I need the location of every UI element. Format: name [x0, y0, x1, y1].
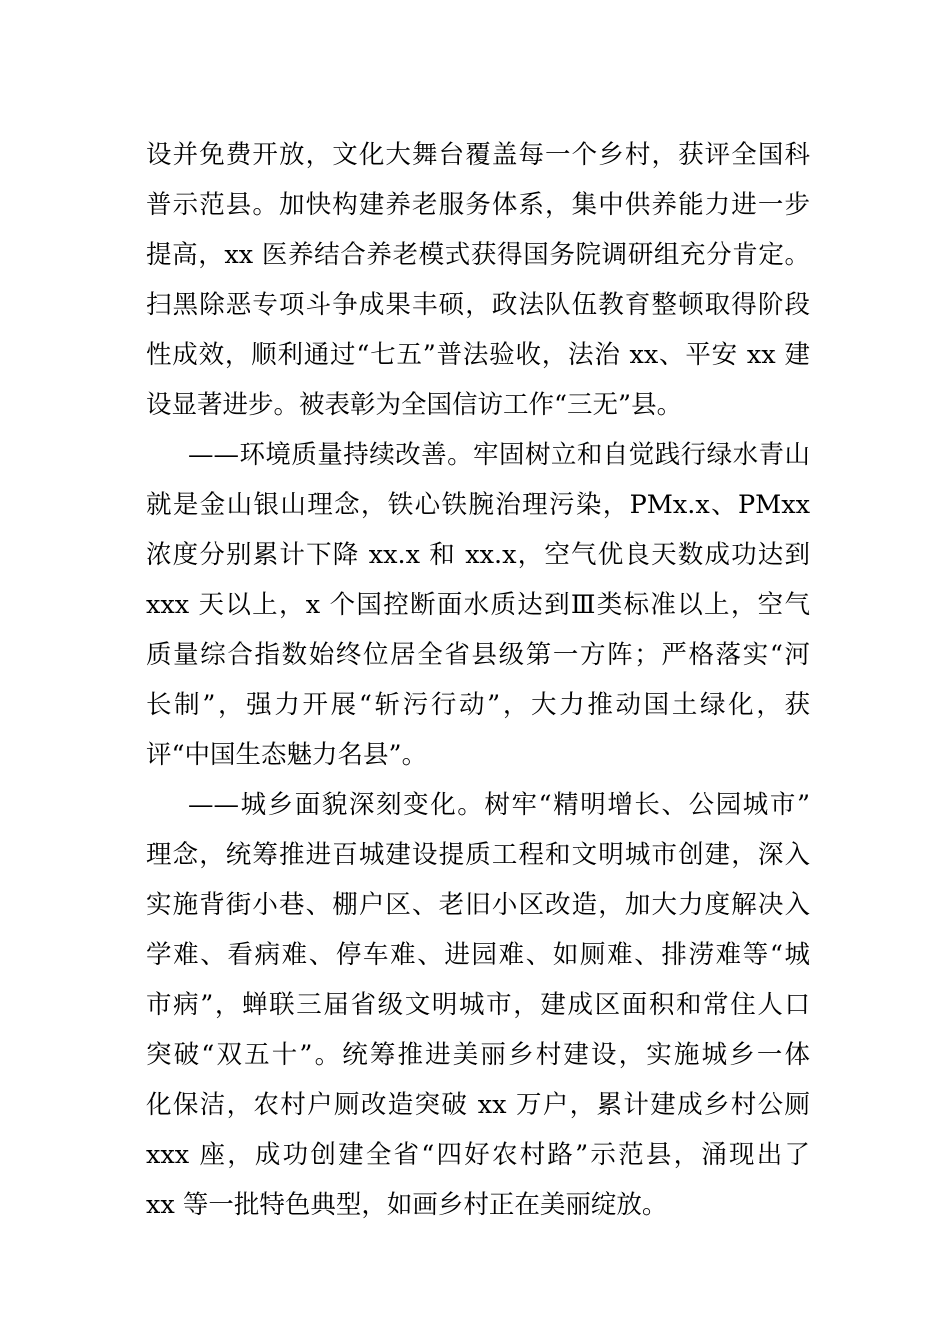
text-line: 提高，xx 医养结合养老模式获得国务院调研组充分肯定。	[146, 240, 810, 270]
text-line: 扫黑除恶专项斗争成果丰硕，政法队伍教育整顿取得阶段	[146, 290, 810, 320]
section-heading-line: ——城乡面貌深刻变化。树牢“精明增长、公园城市”	[188, 790, 810, 820]
text-line: xxx 座，成功创建全省“四好农村路”示范县，涌现出了	[146, 1140, 810, 1170]
text-line: 实施背街小巷、棚户区、老旧小区改造，加大力度解决入	[146, 890, 810, 920]
text-line: 设并免费开放，文化大舞台覆盖每一个乡村，获评全国科	[146, 140, 810, 170]
body-text	[146, 130, 810, 1230]
text-line: 性成效，顺利通过“七五”普法验收，法治 xx、平安 xx 建	[146, 340, 810, 370]
text-line: 市病”，蝉联三届省级文明城市，建成区面积和常住人口	[146, 990, 810, 1020]
text-line: 就是金山银山理念，铁心铁腕治理污染，PMx.x、PMxx	[146, 490, 810, 520]
text-line: 化保洁，农村户厕改造突破 xx 万户，累计建成乡村公厕	[146, 1090, 810, 1120]
text-line: xxx 天以上，x 个国控断面水质达到Ⅲ类标准以上，空气	[146, 590, 810, 620]
text-line: 学难、看病难、停车难、进园难、如厕难、排涝难等“城	[146, 940, 810, 970]
text-line: 质量综合指数始终位居全省县级第一方阵；严格落实“河	[146, 640, 810, 670]
text-line: 浓度分别累计下降 xx.x 和 xx.x，空气优良天数成功达到	[146, 540, 810, 570]
text-line: 设显著进步。被表彰为全国信访工作“三无”县。	[146, 390, 683, 420]
text-line: 长制”，强力开展“斩污行动”，大力推动国土绿化，获	[146, 690, 810, 720]
text-line: 评“中国生态魅力名县”。	[146, 740, 428, 770]
text-line: xx 等一批特色典型，如画乡村正在美丽绽放。	[146, 1190, 668, 1220]
text-line: 普示范县。加快构建养老服务体系，集中供养能力进一步	[146, 190, 810, 220]
section-heading-line: ——环境质量持续改善。牢固树立和自觉践行绿水青山	[188, 440, 810, 470]
text-line: 突破“双五十”。统筹推进美丽乡村建设，实施城乡一体	[146, 1040, 810, 1070]
text-line: 理念，统筹推进百城建设提质工程和文明城市创建，深入	[146, 840, 810, 870]
